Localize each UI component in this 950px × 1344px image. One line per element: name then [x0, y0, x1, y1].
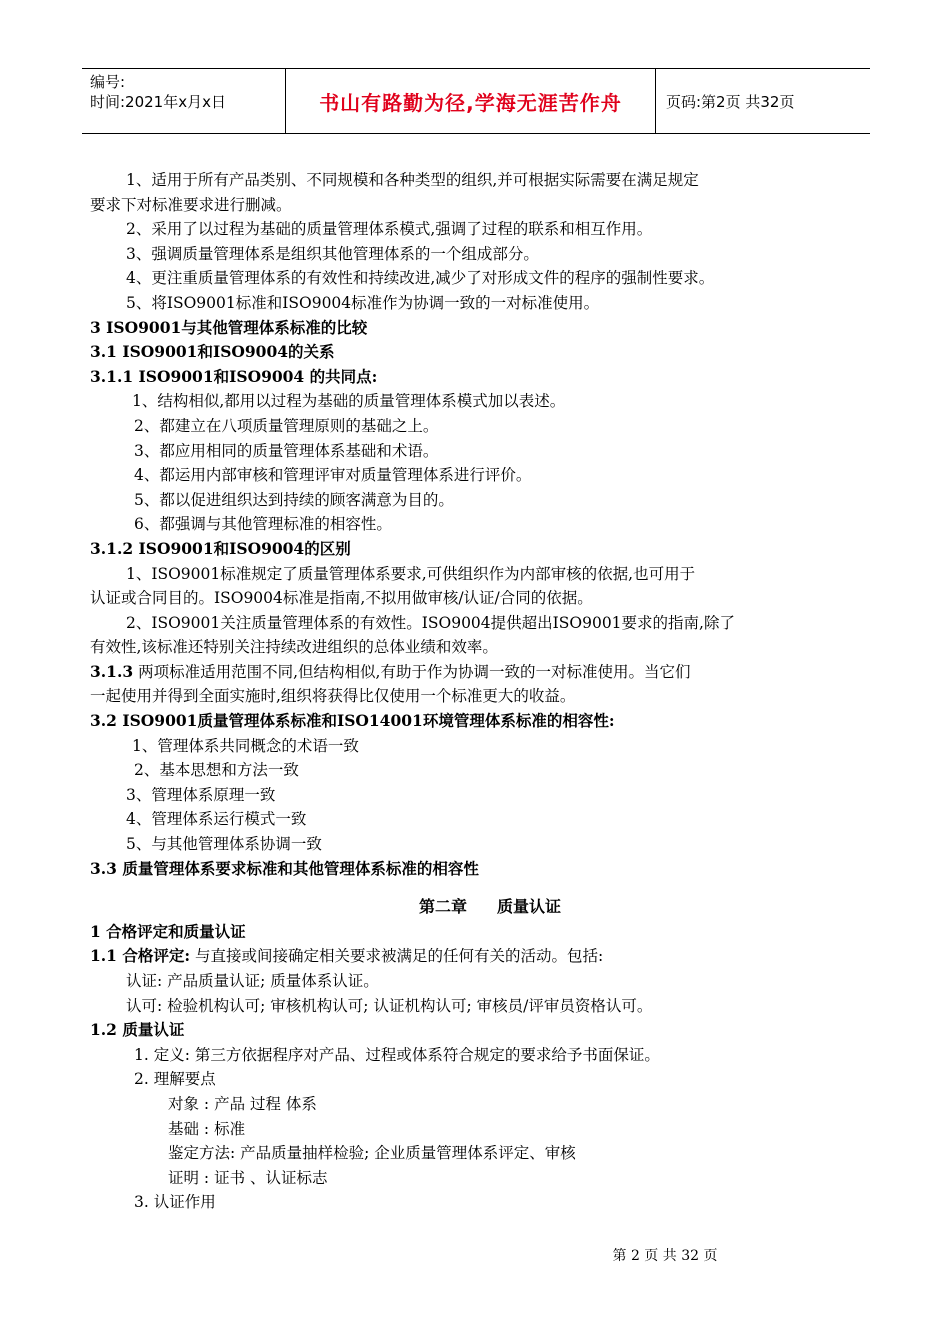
list-item: 2、都建立在八项质量管理原则的基础之上。 — [134, 416, 439, 435]
list-item: 3、管理体系原理一致 — [126, 785, 276, 804]
section-heading: 1 合格评定和质量认证 — [90, 921, 246, 941]
header-meta — [82, 69, 286, 133]
list-item: 3、都应用相同的质量管理体系基础和术语。 — [134, 441, 439, 460]
paragraph: 要求下对标准要求进行删减。 — [90, 195, 292, 214]
document-date-label: 时间:2021年x月x日 — [90, 93, 226, 111]
chapter-title: 质量认证 — [497, 897, 562, 917]
list-item: 4、都运用内部审核和管理评审对质量管理体系进行评价。 — [134, 466, 532, 485]
paragraph: 2、采用了以过程为基础的质量管理体系模式,强调了过程的联系和相互作用。 — [126, 220, 653, 239]
page-footer: 第 2 页 共 32 页 — [612, 1248, 718, 1264]
paragraph-text: 与直接或间接确定相关要求被满足的任何有关的活动。包括: — [190, 947, 604, 966]
list-item: 1、结构相似,都用以过程为基础的质量管理体系模式加以表述。 — [132, 392, 566, 411]
list-item: 认证: 产品质量认证; 质量体系认证。 — [126, 972, 379, 990]
chapter-number: 第二章 — [418, 897, 467, 917]
list-item: 6、都强调与其他管理标准的相容性。 — [134, 515, 392, 534]
section-heading: 3.1.1 ISO9001和ISO9004 的共同点: — [90, 366, 378, 386]
paragraph: 1、ISO9001标准规定了质量管理体系要求,可供组织作为内部审核的依据,也可用于 — [126, 564, 696, 583]
paragraph-text: 两项标准适用范围不同,但结构相似,有助于作为协调一致的一对标准使用。当它们 — [133, 662, 691, 681]
paragraph: 2、ISO9001关注质量管理体系的有效性。ISO9004提供超出ISO9001要求的指南,除了 — [126, 613, 735, 632]
section-heading: 3.3 质量管理体系要求标准和其他管理体系标准的相容性 — [90, 858, 479, 878]
document-body — [90, 168, 870, 1215]
paragraph: 4、更注重质量管理体系的有效性和持续改进,减少了对形成文件的程序的强制性要求。 — [126, 269, 715, 288]
paragraph: 1、适用于所有产品类别、不同规模和各种类型的组织,并可根据实际需要在满足规定 — [126, 171, 699, 189]
list-item: 5、都以促进组织达到持续的顾客满意为目的。 — [134, 490, 454, 509]
list-item: 4、管理体系运行模式一致 — [126, 810, 307, 829]
section-heading: 3.2 ISO9001质量管理体系标准和ISO14001环境管理体系标准的相容性: — [90, 711, 615, 731]
paragraph: 认证或合同目的。ISO9004标准是指南,不拟用做审核/认证/合同的依据。 — [90, 589, 593, 608]
list-item: 基础 : 标准 — [168, 1119, 246, 1138]
header-motto: 书山有路勤为径,学海无涯苦作舟 — [286, 69, 656, 133]
section-heading: 3.1.2 ISO9001和ISO9004的区别 — [90, 538, 351, 558]
list-item: 1、管理体系共同概念的术语一致 — [132, 736, 359, 755]
list-item: 对象 : 产品 过程 体系 — [168, 1094, 317, 1113]
section-number: 3.1.3 — [90, 661, 134, 681]
document-number-label: 编号: — [90, 73, 126, 91]
paragraph: 3、强调质量管理体系是组织其他管理体系的一个组成部分。 — [126, 244, 539, 263]
section-heading: 1.2 质量认证 — [90, 1020, 185, 1040]
list-item: 2、基本思想和方法一致 — [134, 761, 299, 780]
section-heading: 3 ISO9001与其他管理体系标准的比较 — [90, 317, 368, 337]
paragraph: 有效性,该标准还特别关注持续改进组织的总体业绩和效率。 — [90, 638, 498, 657]
list-item: 5、与其他管理体系协调一致 — [126, 835, 322, 854]
list-item: 2. 理解要点 — [134, 1070, 216, 1089]
list-item: 鉴定方法: 产品质量抽样检验; 企业质量管理体系评定、审核 — [168, 1144, 576, 1163]
list-item: 1. 定义: 第三方依据程序对产品、过程或体系符合规定的要求给予书面保证。 — [134, 1045, 660, 1064]
list-item: 认可: 检验机构认可; 审核机构认可; 认证机构认可; 审核员/评审员资格认可。 — [126, 996, 653, 1015]
section-heading: 3.1 ISO9001和ISO9004的关系 — [90, 342, 335, 362]
header-page-number: 页码:第2页 共32页 — [666, 92, 795, 111]
chapter-heading — [90, 895, 870, 920]
list-item: 3. 认证作用 — [134, 1193, 216, 1212]
page-header — [82, 68, 870, 134]
paragraph: 5、将ISO9001标准和ISO9004标准作为协调一致的一对标准使用。 — [126, 293, 600, 312]
list-item: 证明 : 证书 、认证标志 — [168, 1168, 328, 1187]
paragraph — [90, 660, 870, 685]
term-label: 1.1 合格评定: — [90, 946, 191, 966]
paragraph — [90, 944, 870, 969]
paragraph: 一起使用并得到全面实施时,组织将获得比仅使用一个标准更大的收益。 — [90, 687, 576, 706]
